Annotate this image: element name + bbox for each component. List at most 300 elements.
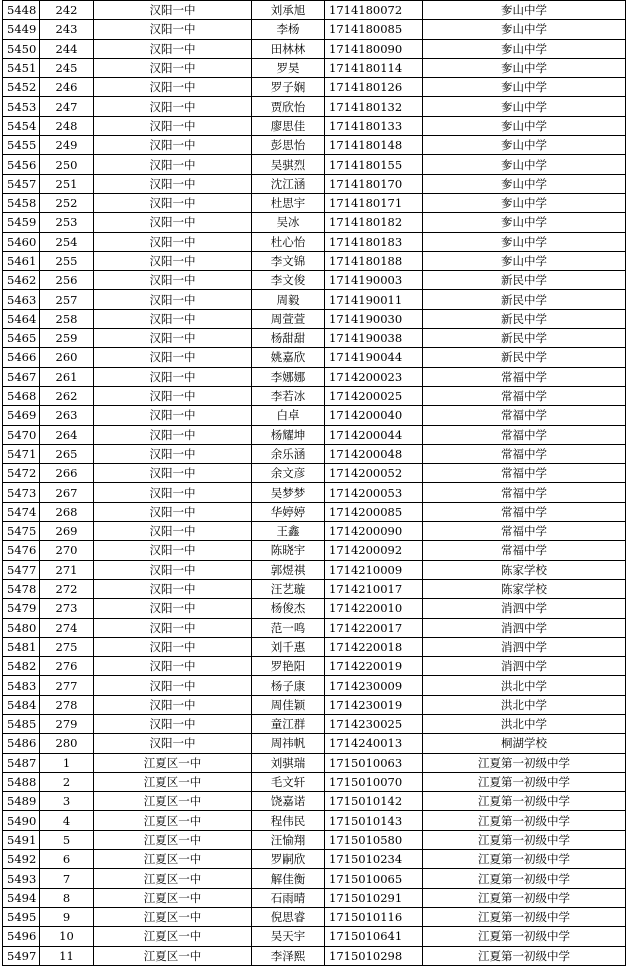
table-row	[3, 695, 626, 714]
exam-number-cell: 1714220010	[325, 599, 423, 618]
origin-school-cell: 常福中学	[423, 541, 626, 560]
student-name-cell: 罗嗣欣	[252, 850, 325, 869]
origin-school-cell: 奓山中学	[423, 136, 626, 155]
exam-number-cell: 1714230025	[325, 714, 423, 733]
exam-number-cell: 1715010065	[325, 869, 423, 888]
admitted-school-cell: 江夏区一中	[94, 888, 252, 907]
sequence-cell: 278	[40, 695, 94, 714]
table-row	[3, 20, 626, 39]
sequence-cell: 250	[40, 155, 94, 174]
row-index-cell: 5496	[3, 927, 40, 946]
table-row	[3, 425, 626, 444]
sequence-cell: 269	[40, 522, 94, 541]
exam-number-cell: 1714180090	[325, 39, 423, 58]
admitted-school-cell: 江夏区一中	[94, 946, 252, 965]
student-name-cell: 杜思宇	[252, 193, 325, 212]
student-name-cell: 杨耀坤	[252, 425, 325, 444]
student-name-cell: 刘千惠	[252, 637, 325, 656]
row-index-cell: 5458	[3, 193, 40, 212]
admitted-school-cell: 江夏区一中	[94, 869, 252, 888]
row-index-cell: 5488	[3, 772, 40, 791]
student-name-cell: 汪艺璇	[252, 579, 325, 598]
origin-school-cell: 常福中学	[423, 464, 626, 483]
student-name-cell: 毛文轩	[252, 772, 325, 791]
exam-number-cell: 1714180148	[325, 136, 423, 155]
roster-body	[3, 1, 626, 966]
origin-school-cell: 新民中学	[423, 271, 626, 290]
admitted-school-cell: 汉阳一中	[94, 290, 252, 309]
table-row	[3, 541, 626, 560]
student-name-cell: 白卓	[252, 406, 325, 425]
row-index-cell: 5484	[3, 695, 40, 714]
student-name-cell: 饶嘉诺	[252, 792, 325, 811]
student-name-cell: 童江群	[252, 714, 325, 733]
origin-school-cell: 江夏第一初级中学	[423, 753, 626, 772]
exam-number-cell: 1714220017	[325, 618, 423, 637]
table-row	[3, 657, 626, 676]
exam-number-cell: 1714200052	[325, 464, 423, 483]
origin-school-cell: 消泗中学	[423, 657, 626, 676]
sequence-cell: 1	[40, 753, 94, 772]
row-index-cell: 5493	[3, 869, 40, 888]
student-name-cell: 周佳颖	[252, 695, 325, 714]
sequence-cell: 254	[40, 232, 94, 251]
exam-number-cell: 1714210017	[325, 579, 423, 598]
exam-number-cell: 1715010143	[325, 811, 423, 830]
admitted-school-cell: 汉阳一中	[94, 309, 252, 328]
exam-number-cell: 1714200085	[325, 502, 423, 521]
student-name-cell: 李若冰	[252, 386, 325, 405]
student-name-cell: 姚嘉欣	[252, 348, 325, 367]
admitted-school-cell: 汉阳一中	[94, 348, 252, 367]
exam-number-cell: 1714240013	[325, 734, 423, 753]
exam-number-cell: 1714180114	[325, 58, 423, 77]
student-name-cell: 刘承旭	[252, 1, 325, 20]
origin-school-cell: 江夏第一初级中学	[423, 811, 626, 830]
origin-school-cell: 奓山中学	[423, 97, 626, 116]
exam-number-cell: 1714200023	[325, 367, 423, 386]
sequence-cell: 243	[40, 20, 94, 39]
admitted-school-cell: 汉阳一中	[94, 78, 252, 97]
admitted-school-cell: 汉阳一中	[94, 39, 252, 58]
row-index-cell: 5471	[3, 444, 40, 463]
table-row	[3, 290, 626, 309]
row-index-cell: 5462	[3, 271, 40, 290]
sequence-cell: 272	[40, 579, 94, 598]
admitted-school-cell: 汉阳一中	[94, 522, 252, 541]
sequence-cell: 279	[40, 714, 94, 733]
origin-school-cell: 奓山中学	[423, 58, 626, 77]
exam-number-cell: 1714190003	[325, 271, 423, 290]
sequence-cell: 242	[40, 1, 94, 20]
origin-school-cell: 江夏第一初级中学	[423, 869, 626, 888]
student-name-cell: 周毅	[252, 290, 325, 309]
table-row	[3, 907, 626, 926]
row-index-cell: 5455	[3, 136, 40, 155]
origin-school-cell: 消泗中学	[423, 618, 626, 637]
exam-number-cell: 1714180085	[325, 20, 423, 39]
table-row	[3, 869, 626, 888]
row-index-cell: 5456	[3, 155, 40, 174]
row-index-cell: 5454	[3, 116, 40, 135]
sequence-cell: 246	[40, 78, 94, 97]
origin-school-cell: 陈家学校	[423, 579, 626, 598]
sequence-cell: 7	[40, 869, 94, 888]
exam-number-cell: 1715010641	[325, 927, 423, 946]
exam-number-cell: 1714230019	[325, 695, 423, 714]
origin-school-cell: 常福中学	[423, 386, 626, 405]
origin-school-cell: 常福中学	[423, 367, 626, 386]
table-row	[3, 599, 626, 618]
student-name-cell: 刘骐瑞	[252, 753, 325, 772]
row-index-cell: 5472	[3, 464, 40, 483]
student-name-cell: 吴骐烈	[252, 155, 325, 174]
table-row	[3, 329, 626, 348]
admitted-school-cell: 汉阳一中	[94, 483, 252, 502]
sequence-cell: 255	[40, 251, 94, 270]
table-row	[3, 78, 626, 97]
student-name-cell: 吴梦梦	[252, 483, 325, 502]
exam-number-cell: 1714190030	[325, 309, 423, 328]
table-row	[3, 637, 626, 656]
row-index-cell: 5491	[3, 830, 40, 849]
row-index-cell: 5489	[3, 792, 40, 811]
table-row	[3, 271, 626, 290]
table-row	[3, 213, 626, 232]
origin-school-cell: 江夏第一初级中学	[423, 850, 626, 869]
origin-school-cell: 常福中学	[423, 483, 626, 502]
sequence-cell: 265	[40, 444, 94, 463]
admitted-school-cell: 汉阳一中	[94, 193, 252, 212]
student-name-cell: 郭煜祺	[252, 560, 325, 579]
sequence-cell: 9	[40, 907, 94, 926]
origin-school-cell: 新民中学	[423, 329, 626, 348]
sequence-cell: 276	[40, 657, 94, 676]
row-index-cell: 5483	[3, 676, 40, 695]
admitted-school-cell: 江夏区一中	[94, 830, 252, 849]
table-row	[3, 348, 626, 367]
origin-school-cell: 洪北中学	[423, 695, 626, 714]
admitted-school-cell: 江夏区一中	[94, 907, 252, 926]
row-index-cell: 5450	[3, 39, 40, 58]
admitted-school-cell: 汉阳一中	[94, 174, 252, 193]
student-name-cell: 吴天宇	[252, 927, 325, 946]
exam-number-cell: 1714200044	[325, 425, 423, 444]
table-row	[3, 232, 626, 251]
student-name-cell: 罗子娴	[252, 78, 325, 97]
admitted-school-cell: 汉阳一中	[94, 695, 252, 714]
origin-school-cell: 新民中学	[423, 309, 626, 328]
admitted-school-cell: 汉阳一中	[94, 386, 252, 405]
student-name-cell: 罗艳阳	[252, 657, 325, 676]
sequence-cell: 271	[40, 560, 94, 579]
student-name-cell: 周祎帆	[252, 734, 325, 753]
origin-school-cell: 常福中学	[423, 444, 626, 463]
admitted-school-cell: 汉阳一中	[94, 406, 252, 425]
table-row	[3, 1, 626, 20]
origin-school-cell: 常福中学	[423, 502, 626, 521]
row-index-cell: 5480	[3, 618, 40, 637]
row-index-cell: 5467	[3, 367, 40, 386]
origin-school-cell: 常福中学	[423, 425, 626, 444]
exam-number-cell: 1714200048	[325, 444, 423, 463]
exam-number-cell: 1715010070	[325, 772, 423, 791]
row-index-cell: 5490	[3, 811, 40, 830]
table-row	[3, 753, 626, 772]
origin-school-cell: 常福中学	[423, 522, 626, 541]
table-row	[3, 464, 626, 483]
origin-school-cell: 江夏第一初级中学	[423, 946, 626, 965]
admitted-school-cell: 汉阳一中	[94, 541, 252, 560]
sequence-cell: 6	[40, 850, 94, 869]
admitted-school-cell: 汉阳一中	[94, 464, 252, 483]
table-row	[3, 309, 626, 328]
sequence-cell: 4	[40, 811, 94, 830]
student-name-cell: 石雨晴	[252, 888, 325, 907]
student-name-cell: 王鑫	[252, 522, 325, 541]
row-index-cell: 5486	[3, 734, 40, 753]
exam-number-cell: 1714180133	[325, 116, 423, 135]
admitted-school-cell: 汉阳一中	[94, 155, 252, 174]
admitted-school-cell: 汉阳一中	[94, 444, 252, 463]
sequence-cell: 251	[40, 174, 94, 193]
admitted-school-cell: 汉阳一中	[94, 579, 252, 598]
admitted-school-cell: 汉阳一中	[94, 599, 252, 618]
student-name-cell: 田林林	[252, 39, 325, 58]
origin-school-cell: 奓山中学	[423, 39, 626, 58]
admitted-school-cell: 汉阳一中	[94, 367, 252, 386]
sequence-cell: 244	[40, 39, 94, 58]
table-row	[3, 502, 626, 521]
student-name-cell: 廖思佳	[252, 116, 325, 135]
origin-school-cell: 奓山中学	[423, 116, 626, 135]
sequence-cell: 248	[40, 116, 94, 135]
exam-number-cell: 1714180126	[325, 78, 423, 97]
table-row	[3, 522, 626, 541]
row-index-cell: 5485	[3, 714, 40, 733]
admitted-school-cell: 汉阳一中	[94, 58, 252, 77]
row-index-cell: 5470	[3, 425, 40, 444]
exam-number-cell: 1714200040	[325, 406, 423, 425]
exam-number-cell: 1714180188	[325, 251, 423, 270]
sequence-cell: 11	[40, 946, 94, 965]
origin-school-cell: 奓山中学	[423, 155, 626, 174]
student-name-cell: 陈晓宇	[252, 541, 325, 560]
sequence-cell: 270	[40, 541, 94, 560]
exam-number-cell: 1714190044	[325, 348, 423, 367]
exam-number-cell: 1714230009	[325, 676, 423, 695]
admitted-school-cell: 汉阳一中	[94, 1, 252, 20]
origin-school-cell: 奓山中学	[423, 78, 626, 97]
admitted-school-cell: 汉阳一中	[94, 136, 252, 155]
student-name-cell: 李娜娜	[252, 367, 325, 386]
origin-school-cell: 奓山中学	[423, 232, 626, 251]
origin-school-cell: 奓山中学	[423, 251, 626, 270]
sequence-cell: 256	[40, 271, 94, 290]
exam-number-cell: 1714220018	[325, 637, 423, 656]
admitted-school-cell: 汉阳一中	[94, 329, 252, 348]
sequence-cell: 268	[40, 502, 94, 521]
table-row	[3, 927, 626, 946]
row-index-cell: 5497	[3, 946, 40, 965]
student-name-cell: 杜心怡	[252, 232, 325, 251]
admission-roster-table	[2, 0, 626, 966]
origin-school-cell: 洪北中学	[423, 676, 626, 695]
admitted-school-cell: 汉阳一中	[94, 734, 252, 753]
table-row	[3, 174, 626, 193]
table-row	[3, 39, 626, 58]
admitted-school-cell: 江夏区一中	[94, 811, 252, 830]
row-index-cell: 5459	[3, 213, 40, 232]
origin-school-cell: 桐湖学校	[423, 734, 626, 753]
admitted-school-cell: 江夏区一中	[94, 850, 252, 869]
origin-school-cell: 洪北中学	[423, 714, 626, 733]
row-index-cell: 5473	[3, 483, 40, 502]
origin-school-cell: 奓山中学	[423, 193, 626, 212]
origin-school-cell: 江夏第一初级中学	[423, 888, 626, 907]
table-row	[3, 193, 626, 212]
table-row	[3, 367, 626, 386]
row-index-cell: 5476	[3, 541, 40, 560]
student-name-cell: 吴冰	[252, 213, 325, 232]
row-index-cell: 5482	[3, 657, 40, 676]
row-index-cell: 5478	[3, 579, 40, 598]
table-row	[3, 560, 626, 579]
table-row	[3, 850, 626, 869]
origin-school-cell: 新民中学	[423, 348, 626, 367]
table-row	[3, 830, 626, 849]
row-index-cell: 5477	[3, 560, 40, 579]
table-row	[3, 618, 626, 637]
table-row	[3, 811, 626, 830]
admitted-school-cell: 汉阳一中	[94, 116, 252, 135]
sequence-cell: 280	[40, 734, 94, 753]
sequence-cell: 260	[40, 348, 94, 367]
admitted-school-cell: 江夏区一中	[94, 753, 252, 772]
origin-school-cell: 陈家学校	[423, 560, 626, 579]
exam-number-cell: 1714190011	[325, 290, 423, 309]
sequence-cell: 273	[40, 599, 94, 618]
sequence-cell: 245	[40, 58, 94, 77]
exam-number-cell: 1714200025	[325, 386, 423, 405]
exam-number-cell: 1714180072	[325, 1, 423, 20]
sequence-cell: 259	[40, 329, 94, 348]
origin-school-cell: 新民中学	[423, 290, 626, 309]
sequence-cell: 267	[40, 483, 94, 502]
admitted-school-cell: 汉阳一中	[94, 657, 252, 676]
origin-school-cell: 奓山中学	[423, 174, 626, 193]
admitted-school-cell: 汉阳一中	[94, 20, 252, 39]
admitted-school-cell: 汉阳一中	[94, 213, 252, 232]
exam-number-cell: 1714200092	[325, 541, 423, 560]
student-name-cell: 解佳衡	[252, 869, 325, 888]
student-name-cell: 彭思怡	[252, 136, 325, 155]
table-row	[3, 116, 626, 135]
table-row	[3, 888, 626, 907]
admitted-school-cell: 汉阳一中	[94, 618, 252, 637]
student-name-cell: 余乐涵	[252, 444, 325, 463]
table-row	[3, 406, 626, 425]
exam-number-cell: 1714200090	[325, 522, 423, 541]
exam-number-cell: 1715010234	[325, 850, 423, 869]
exam-number-cell: 1714220019	[325, 657, 423, 676]
sequence-cell: 275	[40, 637, 94, 656]
student-name-cell: 李文俊	[252, 271, 325, 290]
row-index-cell: 5461	[3, 251, 40, 270]
row-index-cell: 5449	[3, 20, 40, 39]
row-index-cell: 5448	[3, 1, 40, 20]
sequence-cell: 277	[40, 676, 94, 695]
exam-number-cell: 1714210009	[325, 560, 423, 579]
exam-number-cell: 1714180170	[325, 174, 423, 193]
student-name-cell: 罗昊	[252, 58, 325, 77]
admitted-school-cell: 江夏区一中	[94, 927, 252, 946]
student-name-cell: 沈江涵	[252, 174, 325, 193]
origin-school-cell: 常福中学	[423, 406, 626, 425]
student-name-cell: 倪思睿	[252, 907, 325, 926]
table-row	[3, 946, 626, 965]
sequence-cell: 249	[40, 136, 94, 155]
exam-number-cell: 1714200053	[325, 483, 423, 502]
origin-school-cell: 江夏第一初级中学	[423, 792, 626, 811]
student-name-cell: 李泽熙	[252, 946, 325, 965]
origin-school-cell: 江夏第一初级中学	[423, 927, 626, 946]
origin-school-cell: 江夏第一初级中学	[423, 772, 626, 791]
table-row	[3, 155, 626, 174]
admitted-school-cell: 汉阳一中	[94, 97, 252, 116]
sequence-cell: 258	[40, 309, 94, 328]
row-index-cell: 5479	[3, 599, 40, 618]
sequence-cell: 266	[40, 464, 94, 483]
sequence-cell: 2	[40, 772, 94, 791]
row-index-cell: 5452	[3, 78, 40, 97]
table-row	[3, 676, 626, 695]
exam-number-cell: 1714180183	[325, 232, 423, 251]
table-row	[3, 444, 626, 463]
origin-school-cell: 江夏第一初级中学	[423, 907, 626, 926]
admitted-school-cell: 汉阳一中	[94, 425, 252, 444]
admitted-school-cell: 汉阳一中	[94, 676, 252, 695]
exam-number-cell: 1715010116	[325, 907, 423, 926]
exam-number-cell: 1715010580	[325, 830, 423, 849]
row-index-cell: 5465	[3, 329, 40, 348]
row-index-cell: 5451	[3, 58, 40, 77]
origin-school-cell: 奓山中学	[423, 20, 626, 39]
student-name-cell: 李文锦	[252, 251, 325, 270]
sequence-cell: 257	[40, 290, 94, 309]
admitted-school-cell: 江夏区一中	[94, 792, 252, 811]
sequence-cell: 247	[40, 97, 94, 116]
row-index-cell: 5495	[3, 907, 40, 926]
table-row	[3, 579, 626, 598]
exam-number-cell: 1714180155	[325, 155, 423, 174]
exam-number-cell: 1714180132	[325, 97, 423, 116]
row-index-cell: 5466	[3, 348, 40, 367]
row-index-cell: 5487	[3, 753, 40, 772]
table-row	[3, 58, 626, 77]
admitted-school-cell: 汉阳一中	[94, 560, 252, 579]
origin-school-cell: 消泗中学	[423, 599, 626, 618]
table-row	[3, 483, 626, 502]
row-index-cell: 5464	[3, 309, 40, 328]
exam-number-cell: 1715010142	[325, 792, 423, 811]
student-name-cell: 汪愉翔	[252, 830, 325, 849]
row-index-cell: 5474	[3, 502, 40, 521]
origin-school-cell: 消泗中学	[423, 637, 626, 656]
table-row	[3, 251, 626, 270]
admitted-school-cell: 汉阳一中	[94, 251, 252, 270]
exam-number-cell: 1715010291	[325, 888, 423, 907]
